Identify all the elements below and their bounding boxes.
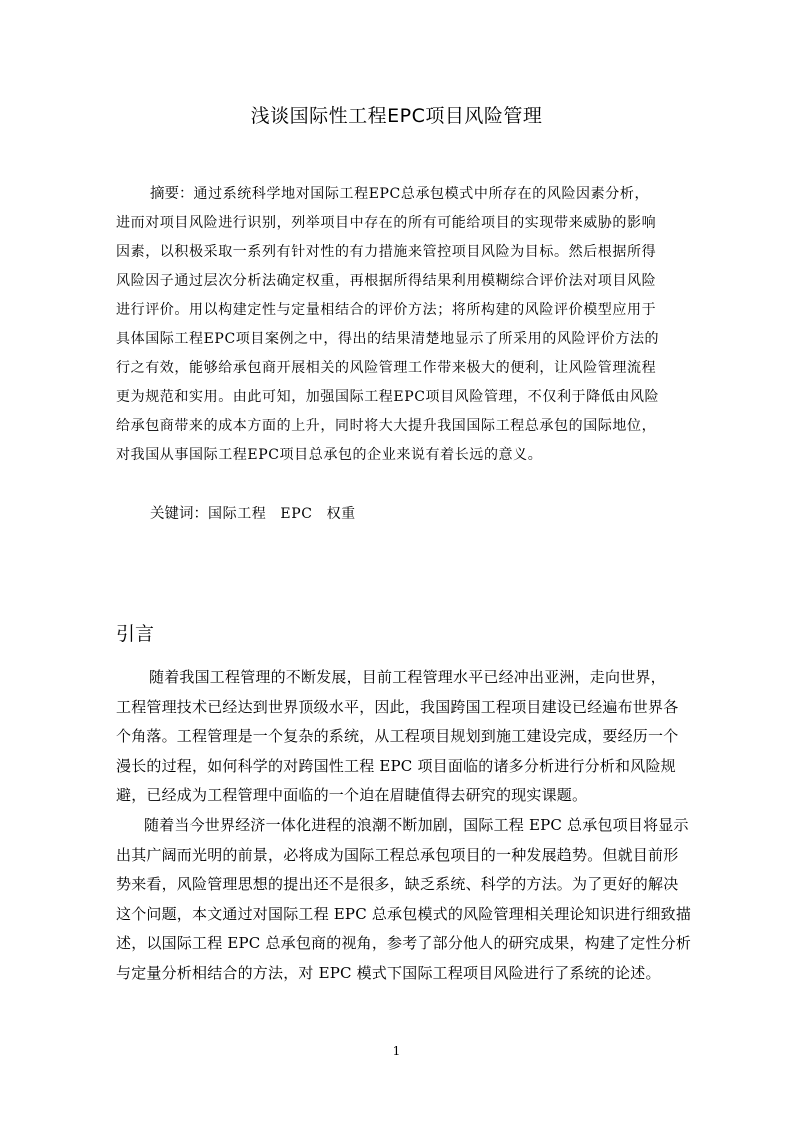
paragraph-line: 述，以国际工程 EPC 总承包商的视角，参考了部分他人的研究成果，构建了定性分析: [116, 934, 692, 953]
keyword: 权重: [326, 506, 356, 522]
abstract: [116, 180, 696, 470]
paragraph-line: 随着当今世界经济一体化进程的浪潮不断加剧，国际工程 EPC 总承包项目将显示: [144, 815, 689, 834]
paragraph-line: 势来看，风险管理思想的提出还不是很多，缺乏系统、科学的方法。为了更好的解决: [116, 875, 679, 894]
abstract-line: 具体国际工程EPC项目案例之中，得出的结果清楚地显示了所采用的风险评价方法的: [116, 331, 660, 347]
abstract-label: 摘要：: [150, 186, 194, 202]
abstract-line: 进行评价。用以构建定性与定量相结合的评价方法；将所构建的风险评价模型应用于: [116, 302, 657, 318]
abstract-line: 进而对项目风险进行识别，列举项目中存在的所有可能给项目的实现带来威胁的影响: [116, 215, 657, 231]
keyword: 国际工程: [208, 506, 267, 522]
document-title: 浅谈国际性工程EPC项目风险管理: [250, 105, 543, 127]
paragraph-line: 出其广阔而光明的前景，必将成为国际工程总承包项目的一种发展趋势。但就目前形: [116, 845, 679, 864]
paragraph-line: 随着我国工程管理的不断发展，目前工程管理水平已经冲出亚洲，走向世界，: [149, 668, 666, 686]
abstract-line: 对我国从事国际工程EPC项目总承包的企业来说有着长远的意义。: [116, 447, 543, 463]
paragraph-line: 个角落。工程管理是一个复杂的系统，从工程项目规划到施工建设完成，要经历一个: [116, 727, 679, 746]
paragraph-line: 避，已经成为工程管理中面临的一个迫在眉睫值得去研究的现实课题。: [116, 786, 588, 805]
paragraph-line: 工程管理技术已经达到世界顶级水平，因此，我国跨国工程项目建设已经遍布世界各: [116, 697, 679, 716]
abstract-line: [116, 180, 696, 209]
keywords: [150, 500, 370, 529]
section-body: [116, 663, 701, 989]
keywords-label: 关键词：: [150, 506, 208, 522]
section-heading: 引言: [116, 623, 155, 645]
page-number: 1: [392, 1044, 401, 1058]
abstract-line: 行之有效，能够给承包商开展相关的风险管理工作带来极大的便利，让风险管理流程: [116, 360, 657, 376]
abstract-line: 给承包商带来的成本方面的上升，同时将大大提升我国国际工程总承包的国际地位，: [116, 418, 657, 434]
abstract-line: 更为规范和实用。由此可知，加强国际工程EPC项目风险管理，不仅利于降低由风险: [116, 389, 660, 405]
abstract-line: 风险因子通过层次分析法确定权重，再根据所得结果利用模糊综合评价法对项目风险: [116, 273, 657, 289]
paragraph-line: 这个问题，本文通过对国际工程 EPC 总承包模式的风险管理相关理论知识进行细致描: [116, 904, 692, 923]
abstract-text: 通过系统科学地对国际工程EPC总承包模式中所存在的风险因素分析，: [193, 186, 650, 202]
abstract-line: 因素，以积极采取一系列有针对性的有力措施来管控项目风险为目标。然后根据所得: [116, 244, 657, 260]
paragraph-line: 与定量分析相结合的方法，对 EPC 模式下国际工程项目风险进行了系统的论述。: [116, 963, 661, 982]
paragraph-line: 漫长的过程，如何科学的对跨国性工程 EPC 项目面临的诸多分析进行分析和风险规: [116, 756, 676, 775]
keyword: EPC: [280, 506, 313, 522]
